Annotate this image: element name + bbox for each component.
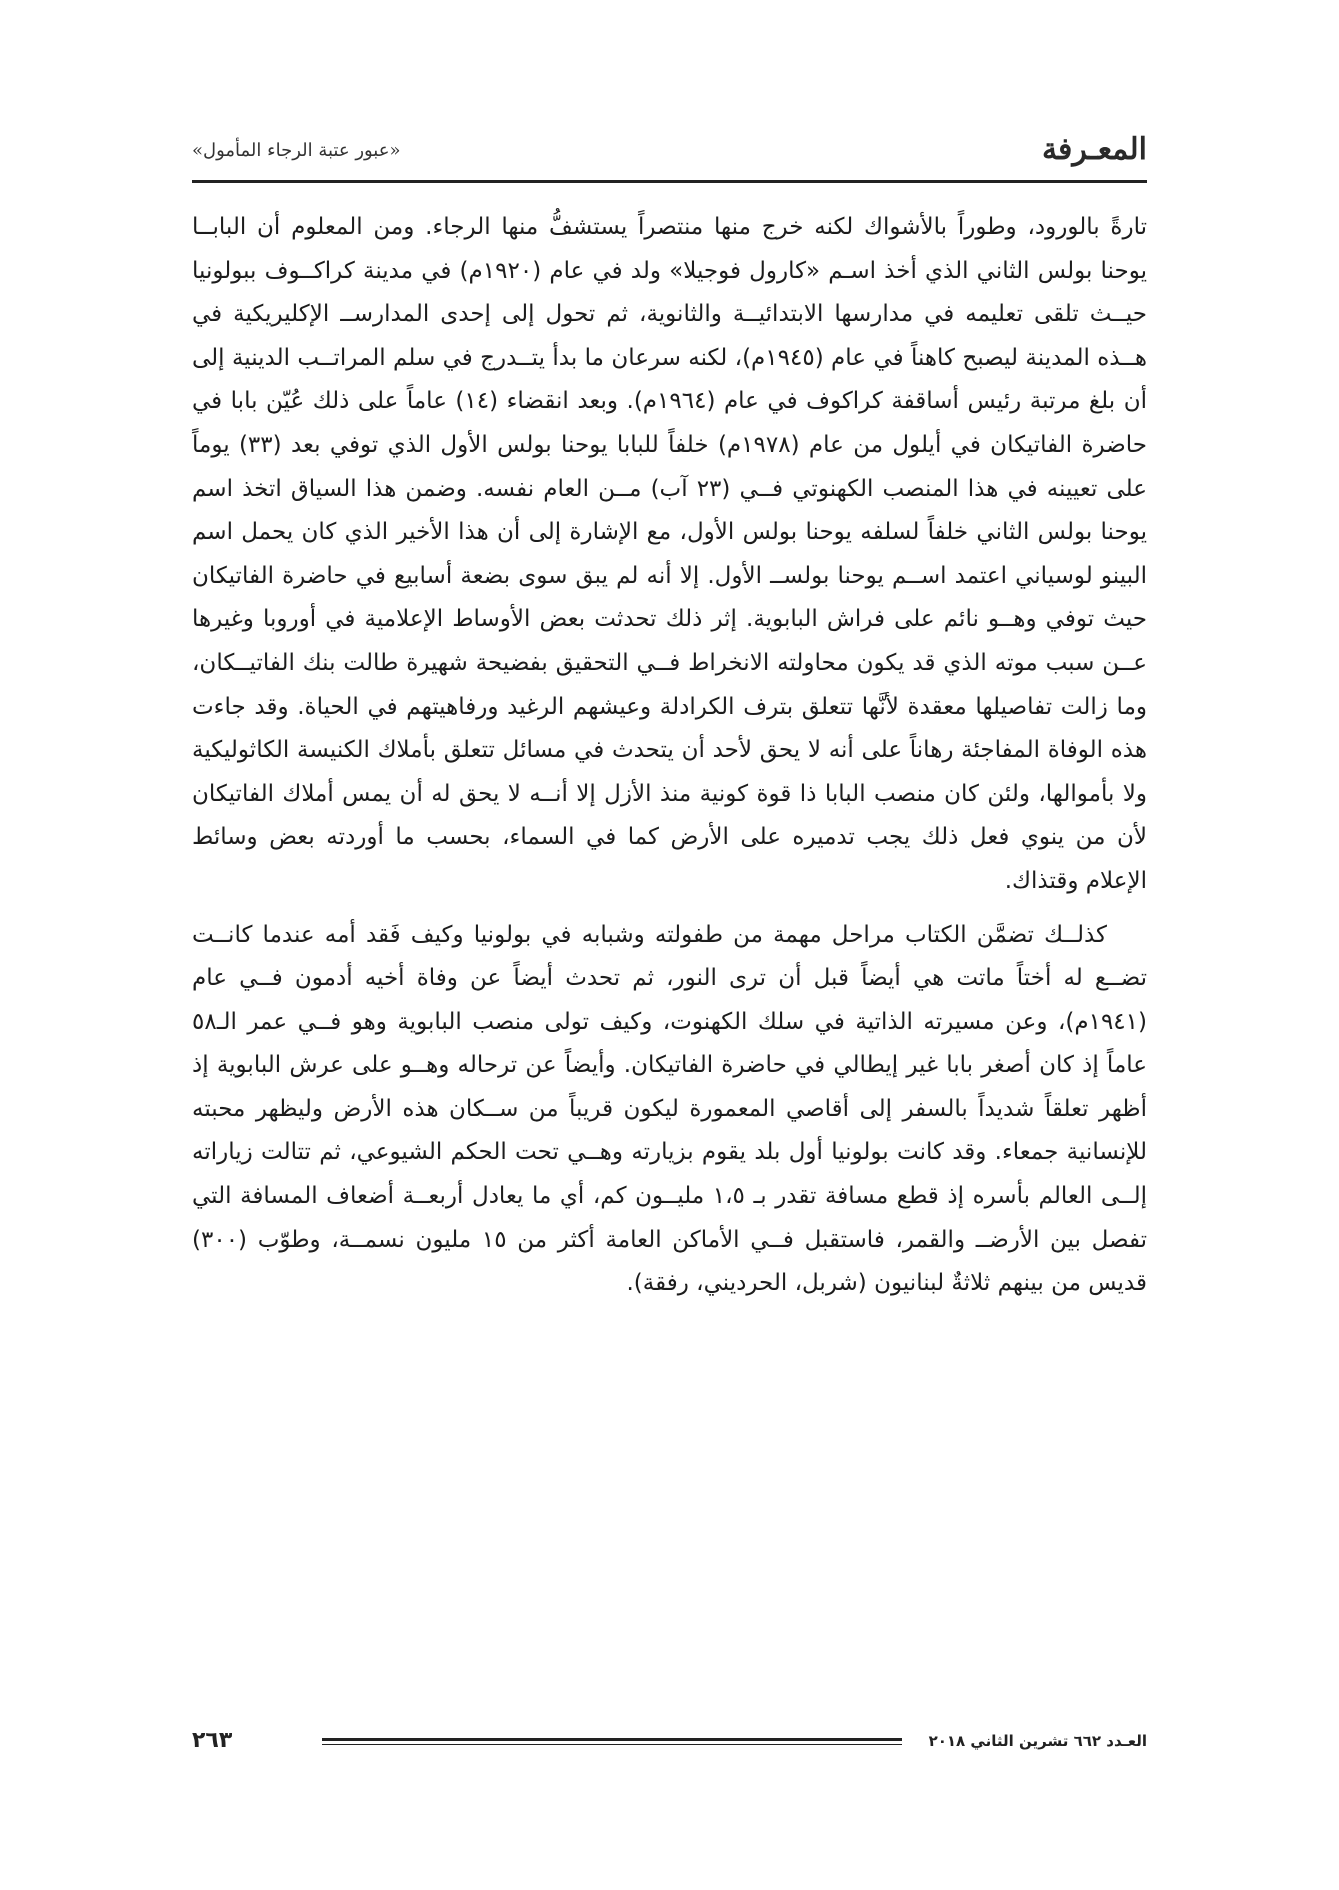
footer-divider-thin [322,1744,902,1745]
issue-info: العـدد ٦٦٢ تشرين الثاني ٢٠١٨ [928,1732,1147,1750]
magazine-logo: المعـرفة [1041,132,1147,167]
paragraph: كذلــك تضمَّن الكتاب مراحل مهمة من طفولته وشبابه في بولونيا وكيف فَقد أمه عندما كانــت تضــع له أختاً ماتت هي أيضاً قبل أن ترى النور، ثم تحدث أيضاً عن وفاة أخيه أدمون فــي عام (١٩٤١م)، وعن مسيرته الذاتية في سلك الكهنوت، وكيف تولى منصب البابوية وهو فــي عمر الـ٥٨ عاماً إذ كان أصغر بابا غير إيطالي في حاضرة الفاتيكان. وأيضاً عن ترحاله وهــو على عرش البابوية إذ أظهر تعلقاً شديداً بالسفر إلى أقاصي المعمورة ليكون قريباً من ســكان هذه الأرض وليظهر محبته للإنسانية جمعاء. وقد كانت بولونيا أول بلد يقوم بزيارته وهــي تحت الحكم الشيوعي، ثم تتالت زياراته إلــى العالم بأسره إذ قطع مسافة تقدر بـ ١،٥ مليــون كم، أي ما يعادل أربعــة أضعاف المسافة التي تفصل بين الأرضــ والقمر، فاستقبل فــي الأماكن العامة أكثر من ١٥ مليون نسمــة، وطوّب (٣٠٠) قديس من بينهم ثلاثةٌ لبنانيون (شربل، الحرديني، رفقة). [192,921,1148,1297]
page-footer [192,1728,1147,1768]
footer-divider [322,1738,902,1741]
page-header [192,128,1147,180]
article-body [192,206,1147,1306]
header-divider [192,180,1147,183]
paragraph: تارةً بالورود، وطوراً بالأشواك لكنه خرج منها منتصراً يستشفُّ منها الرجاء. ومن المعلوم أن البابــا يوحنا بولس الثاني الذي أخذ اسـم «كارول فوجيلا» ولد في عام (١٩٢٠م) في مدينة كراكــوف ببولونيا حيــث تلقى تعليمه في مدارسها الابتدائيــة والثانوية، ثم تحول إلى إحدى المدارســ الإكليريكية في هــذه المدينة ليصبح كاهناً في عام (١٩٤٥م)، لكنه سرعان ما بدأ يتــدرج في سلم المراتــب الدينية إلى أن بلغ مرتبة رئيس أساقفة كراكوف في عام (١٩٦٤م). وبعد انقضاء (١٤) عاماً على ذلك عُيّن بابا في حاضرة الفاتيكان في أيلول من عام (١٩٧٨م) خلفاً للبابا يوحنا بولس الأول الذي توفي بعد (٣٣) يوماً على تعيينه في هذا المنصب الكهنوتي فــي (٢٣ آب) مــن العام نفسه. وضمن هذا السياق اتخذ اسم يوحنا بولس الثاني خلفاً لسلفه يوحنا بولس الأول، مع الإشارة إلى أن هذا الأخير الذي كان يحمل اسم البينو لوسياني اعتمد اســم يوحنا بولســ الأول. إلا أنه لم يبق سوى بضعة أسابيع في حاضرة الفاتيكان حيث توفي وهــو نائم على فراش البابوية. إثر ذلك تحدثت بعض الأوساط الإعلامية في أوروبا وغيرها عــن سبب موته الذي قد يكون محاولته الانخراط فــي التحقيق بفضيحة شهيرة طالت بنك الفاتيــكان، وما زالت تفاصيلها معقدة لأنَّها تتعلق بترف الكرادلة وعيشهم الرغيد ورفاهيتهم في الحياة. وقد جاءت هذه الوفاة المفاجئة رهاناً على أنه لا يحق لأحد أن يتحدث في مسائل تتعلق بأملاك الكنيسة الكاثوليكية ولا بأموالها، ولئن كان منصب البابا ذا قوة كونية منذ الأزل إلا أنــه لا يحق له أن يمس أملاك الفاتيكان لأن من ينوي فعل ذلك يجب تدميره على الأرض كما في السماء، بحسب ما أوردته بعض وسائط الإعلام وقتذاك. [192,214,1148,894]
article-title: «عبور عتبة الرجاء المأمول» [192,140,401,161]
page-number: ٢٦٣ [192,1728,233,1753]
